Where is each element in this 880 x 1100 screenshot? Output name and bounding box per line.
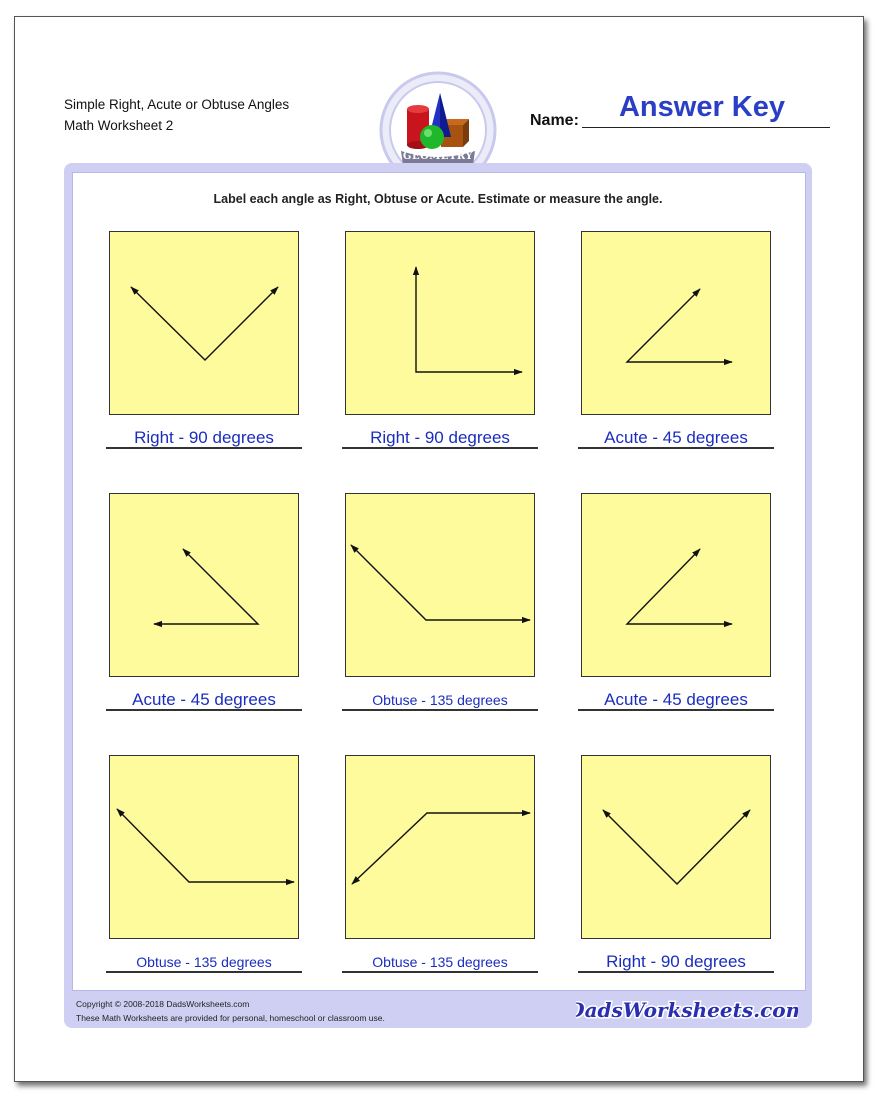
dadsworksheets-logo bbox=[576, 992, 798, 1026]
angle-box-2 bbox=[345, 231, 535, 415]
angle-diagram-5 bbox=[351, 545, 530, 620]
answer-line-8 bbox=[342, 971, 538, 973]
answer-line-4 bbox=[106, 709, 302, 711]
name-line bbox=[582, 127, 830, 128]
answer-line-7 bbox=[106, 971, 302, 973]
answer-line-6 bbox=[578, 709, 774, 711]
answer-label-5: Obtuse - 135 degrees bbox=[372, 692, 508, 708]
angle-box-6 bbox=[581, 493, 771, 677]
answer-label-3: Acute - 45 degrees bbox=[604, 428, 748, 447]
copyright-text: Copyright © 2008-2018 DadsWorksheets.com bbox=[76, 999, 250, 1009]
angle-box-7 bbox=[109, 755, 299, 939]
angle-diagram-8 bbox=[352, 813, 530, 884]
angle-diagram-2 bbox=[416, 267, 522, 372]
logo-text: GEOMETRY bbox=[402, 151, 474, 162]
angle-box-1 bbox=[109, 231, 299, 415]
angle-diagram-7 bbox=[117, 809, 294, 882]
answer-label-2: Right - 90 degrees bbox=[370, 428, 510, 447]
usage-notice: These Math Worksheets are provided for personal, homeschool or classroom use. bbox=[76, 1013, 385, 1023]
angle-box-9 bbox=[581, 755, 771, 939]
answer-line-3 bbox=[578, 447, 774, 449]
angle-box-4 bbox=[109, 493, 299, 677]
instruction-text: Label each angle as Right, Obtuse or Acute. Estimate or measure the angle. bbox=[213, 192, 663, 206]
answer-line-5 bbox=[342, 709, 538, 711]
answer-line-2 bbox=[342, 447, 538, 449]
answer-line-1 bbox=[106, 447, 302, 449]
answer-label-9: Right - 90 degrees bbox=[606, 952, 746, 971]
angle-diagram-4 bbox=[154, 549, 258, 624]
angle-box-3 bbox=[581, 231, 771, 415]
answer-label-6: Acute - 45 degrees bbox=[604, 690, 748, 709]
answer-label-4: Acute - 45 degrees bbox=[132, 690, 276, 709]
angle-diagram-6 bbox=[627, 549, 732, 624]
angle-diagram-1 bbox=[131, 287, 278, 360]
angle-box-5 bbox=[345, 493, 535, 677]
brand-text: DadsWorksheets.com bbox=[576, 998, 798, 1022]
answer-line-9 bbox=[578, 971, 774, 973]
answer-label-1: Right - 90 degrees bbox=[134, 428, 274, 447]
worksheet-title: Simple Right, Acute or Obtuse Angles bbox=[64, 97, 290, 112]
angle-box-8 bbox=[345, 755, 535, 939]
angle-diagram-9 bbox=[603, 810, 750, 884]
angle-diagram-3 bbox=[627, 289, 732, 362]
answer-label-8: Obtuse - 135 degrees bbox=[372, 954, 508, 970]
name-label: Name: bbox=[530, 112, 579, 129]
answer-key-text: Answer Key bbox=[618, 91, 785, 123]
worksheet-subtitle: Math Worksheet 2 bbox=[64, 118, 174, 133]
answer-label-7: Obtuse - 135 degrees bbox=[136, 954, 272, 970]
